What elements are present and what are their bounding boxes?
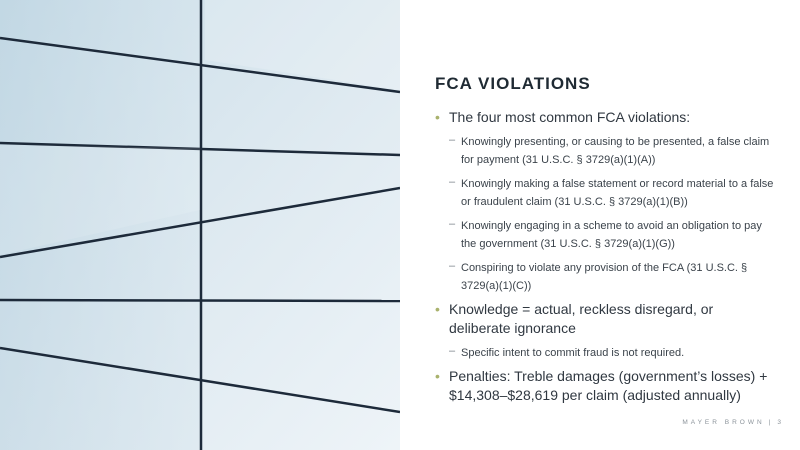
- dash-icon: –: [449, 176, 456, 188]
- bullet-item: [435, 367, 775, 405]
- footer-separator: |: [768, 419, 774, 426]
- frame-line-4: [0, 300, 400, 301]
- footer-brand: MAYER BROWN: [682, 419, 765, 426]
- sub-bullet-list: [449, 343, 775, 361]
- bullet-item: [435, 300, 775, 361]
- bullet-text: Penalties: Treble damages (government’s losses) + $14,308–$28,619 per claim (adjusted annually): [449, 368, 768, 403]
- sub-bullet-list: [449, 132, 775, 294]
- sub-bullet-item: [449, 258, 775, 294]
- sub-bullet-item: [449, 216, 775, 252]
- bullet-icon: •: [435, 368, 440, 384]
- sub-bullet-text: Knowingly engaging in a scheme to avoid an obligation to pay the government (31 U.S.C. § 3729(a)(1)(G)): [461, 220, 762, 250]
- dash-icon: –: [449, 260, 456, 272]
- sub-bullet-item: [449, 343, 775, 361]
- bullet-icon: •: [435, 109, 440, 125]
- bullet-item: [435, 108, 775, 294]
- sub-bullet-text: Conspiring to violate any provision of the FCA (31 U.S.C. § 3729(a)(1)(C)): [461, 262, 748, 292]
- dash-icon: –: [449, 218, 456, 230]
- bullet-list: [435, 108, 775, 405]
- slide-footer: [682, 419, 784, 426]
- page-number: 3: [777, 419, 784, 426]
- slide-title: FCA VIOLATIONS: [435, 74, 591, 93]
- sub-bullet-text: Knowingly making a false statement or record material to a false or fraudulent claim (31 U.S.C. § 3729(a)(1)(B)): [461, 178, 774, 208]
- slide-content: [435, 74, 775, 411]
- dash-icon: –: [449, 134, 456, 146]
- bullet-text: The four most common FCA violations:: [449, 109, 691, 125]
- sub-bullet-text: Knowingly presenting, or causing to be presented, a false claim for payment (31 U.S.C. § 3729(a)(1)(A)): [461, 136, 770, 166]
- sub-bullet-text: Specific intent to commit fraud is not required.: [461, 347, 685, 359]
- sub-bullet-item: [449, 174, 775, 210]
- sub-bullet-item: [449, 132, 775, 168]
- dash-icon: –: [449, 345, 456, 357]
- bullet-icon: •: [435, 301, 440, 317]
- bullet-text: Knowledge = actual, reckless disregard, or deliberate ignorance: [449, 301, 714, 336]
